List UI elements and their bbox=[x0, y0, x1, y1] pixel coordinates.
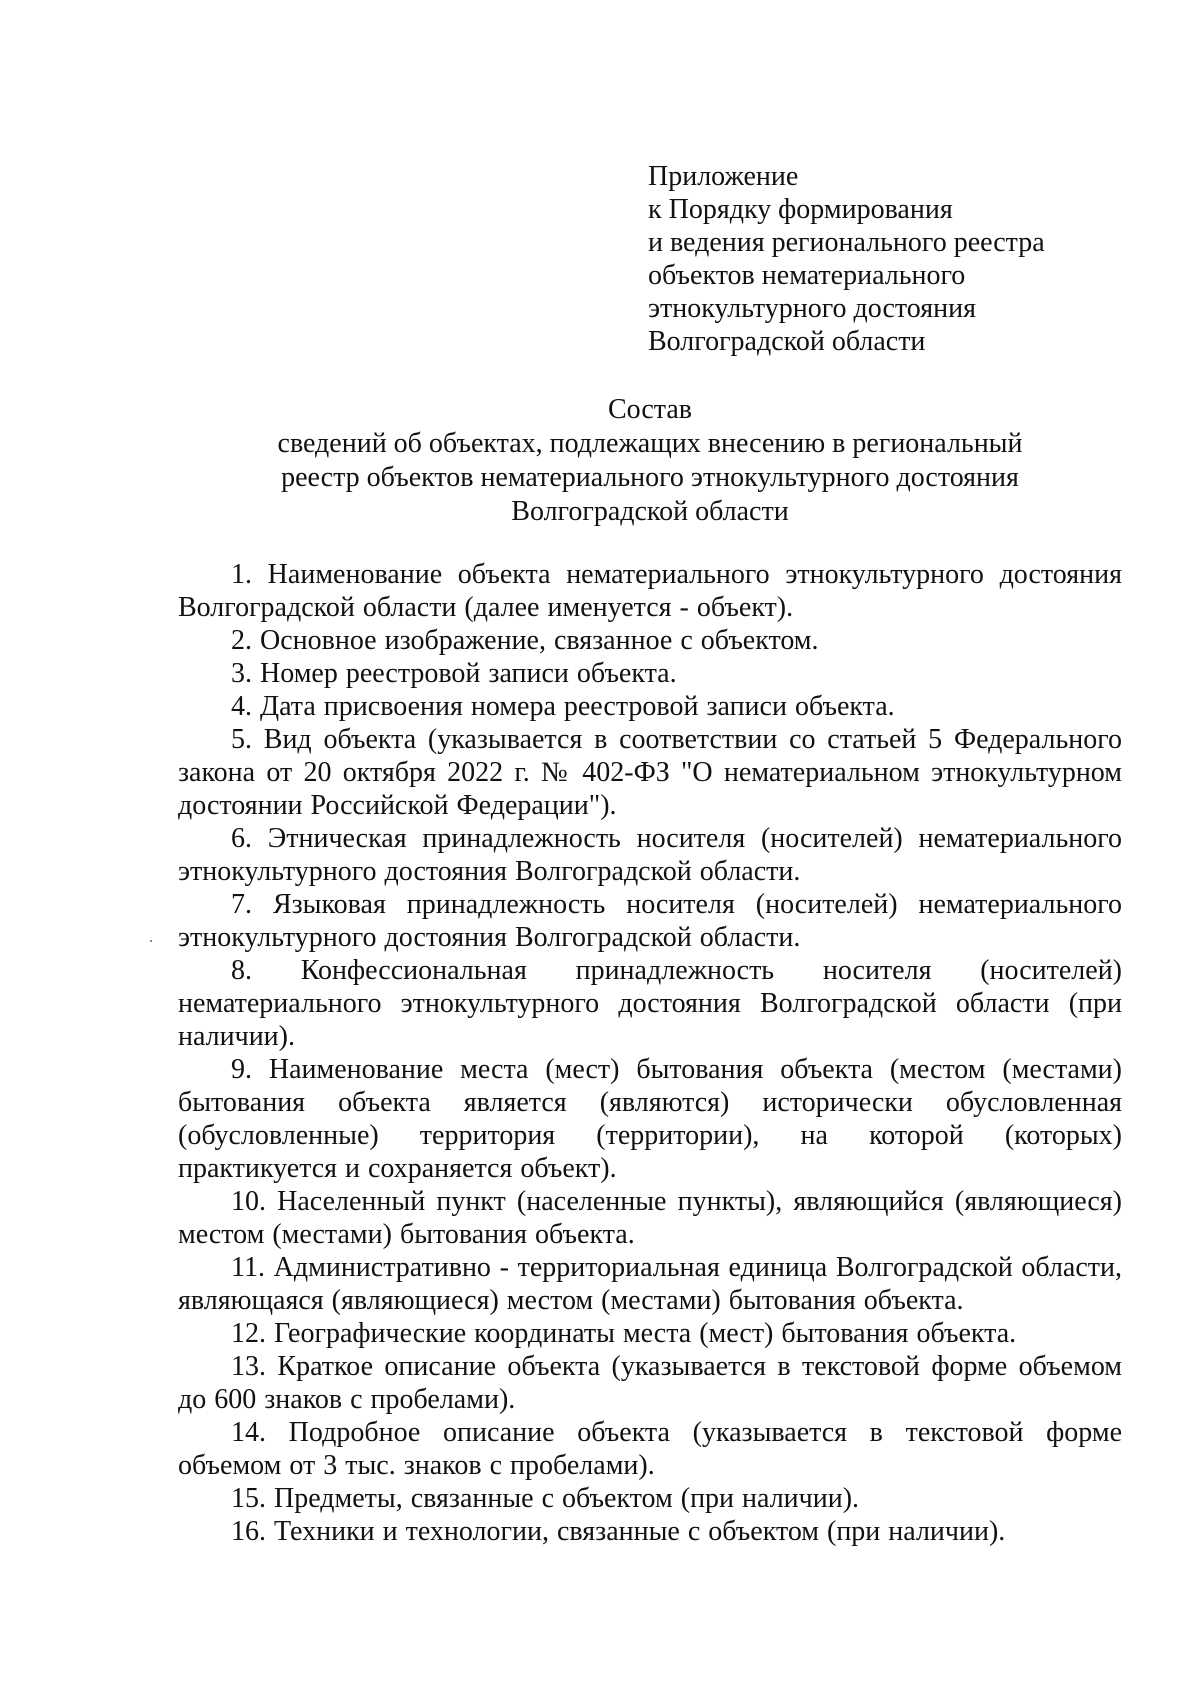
appendix-line: Приложение bbox=[648, 161, 799, 192]
title-line: реестр объектов нематериального этнокультурного достояния bbox=[281, 462, 1019, 493]
list-item: 4. Дата присвоения номера реестровой записи объекта. bbox=[231, 691, 895, 722]
list-item: 10. Населенный пункт (населенные пункты), являющийся (являющиеся) местом (местами) бытования объекта. bbox=[178, 1186, 1122, 1250]
title-line: сведений об объектах, подлежащих внесению в региональный bbox=[277, 428, 1023, 459]
list-item: 6. Этническая принадлежность носителя (носителей) нематериального этнокультурного достояния Волгоградской области. bbox=[178, 823, 1122, 887]
list-item: 11. Административно - территориальная единица Волгоградской области, являющаяся (являющиеся) местом (местами) бытования объекта. bbox=[178, 1252, 1122, 1316]
items-list bbox=[178, 558, 1122, 1548]
appendix-line: к Порядку формирования bbox=[648, 194, 953, 225]
appendix-header bbox=[648, 160, 1148, 358]
list-item: 16. Техники и технологии, связанные с объектом (при наличии). bbox=[231, 1516, 1006, 1547]
document-title bbox=[180, 393, 1120, 529]
title-line: Волгоградской области bbox=[511, 496, 789, 527]
appendix-line: объектов нематериального bbox=[648, 260, 966, 291]
list-item: 14. Подробное описание объекта (указывается в текстовой форме объемом от 3 тыс. знаков с пробелами). bbox=[178, 1417, 1122, 1481]
scan-speck bbox=[150, 940, 152, 942]
list-item: 5. Вид объекта (указывается в соответствии со статьей 5 Федерального закона от 20 октября 2022 г. № 402-ФЗ "О нематериальном этнокультурном достоянии Российской Федерации"). bbox=[178, 724, 1122, 821]
list-item: 8. Конфессиональная принадлежность носителя (носителей) нематериального этнокультурного достояния Волгоградской области (при наличии). bbox=[178, 955, 1122, 1052]
appendix-line: Волгоградской области bbox=[648, 326, 926, 357]
list-item: 13. Краткое описание объекта (указывается в текстовой форме объемом до 600 знаков с пробелами). bbox=[178, 1351, 1122, 1415]
list-item: 12. Географические координаты места (мест) бытования объекта. bbox=[231, 1318, 1017, 1349]
list-item: 1. Наименование объекта нематериального этнокультурного достояния Волгоградской области (далее именуется - объект). bbox=[178, 559, 1122, 623]
list-item: 15. Предметы, связанные с объектом (при наличии). bbox=[231, 1483, 860, 1514]
list-item: 2. Основное изображение, связанное с объектом. bbox=[231, 625, 819, 656]
list-item: 3. Номер реестровой записи объекта. bbox=[231, 658, 677, 689]
appendix-line: и ведения регионального реестра bbox=[648, 227, 1045, 258]
appendix-line: этнокультурного достояния bbox=[648, 293, 976, 324]
title-heading: Состав bbox=[607, 394, 693, 425]
list-item: 9. Наименование места (мест) бытования объекта (местом (местами) бытования объекта является (являются) исторически обусловленная (обусловленные) территория (территории), на которой (которых) практикуется и сохраняется объект). bbox=[178, 1054, 1122, 1184]
list-item: 7. Языковая принадлежность носителя (носителей) нематериального этнокультурного достояния Волгоградской области. bbox=[178, 889, 1122, 953]
